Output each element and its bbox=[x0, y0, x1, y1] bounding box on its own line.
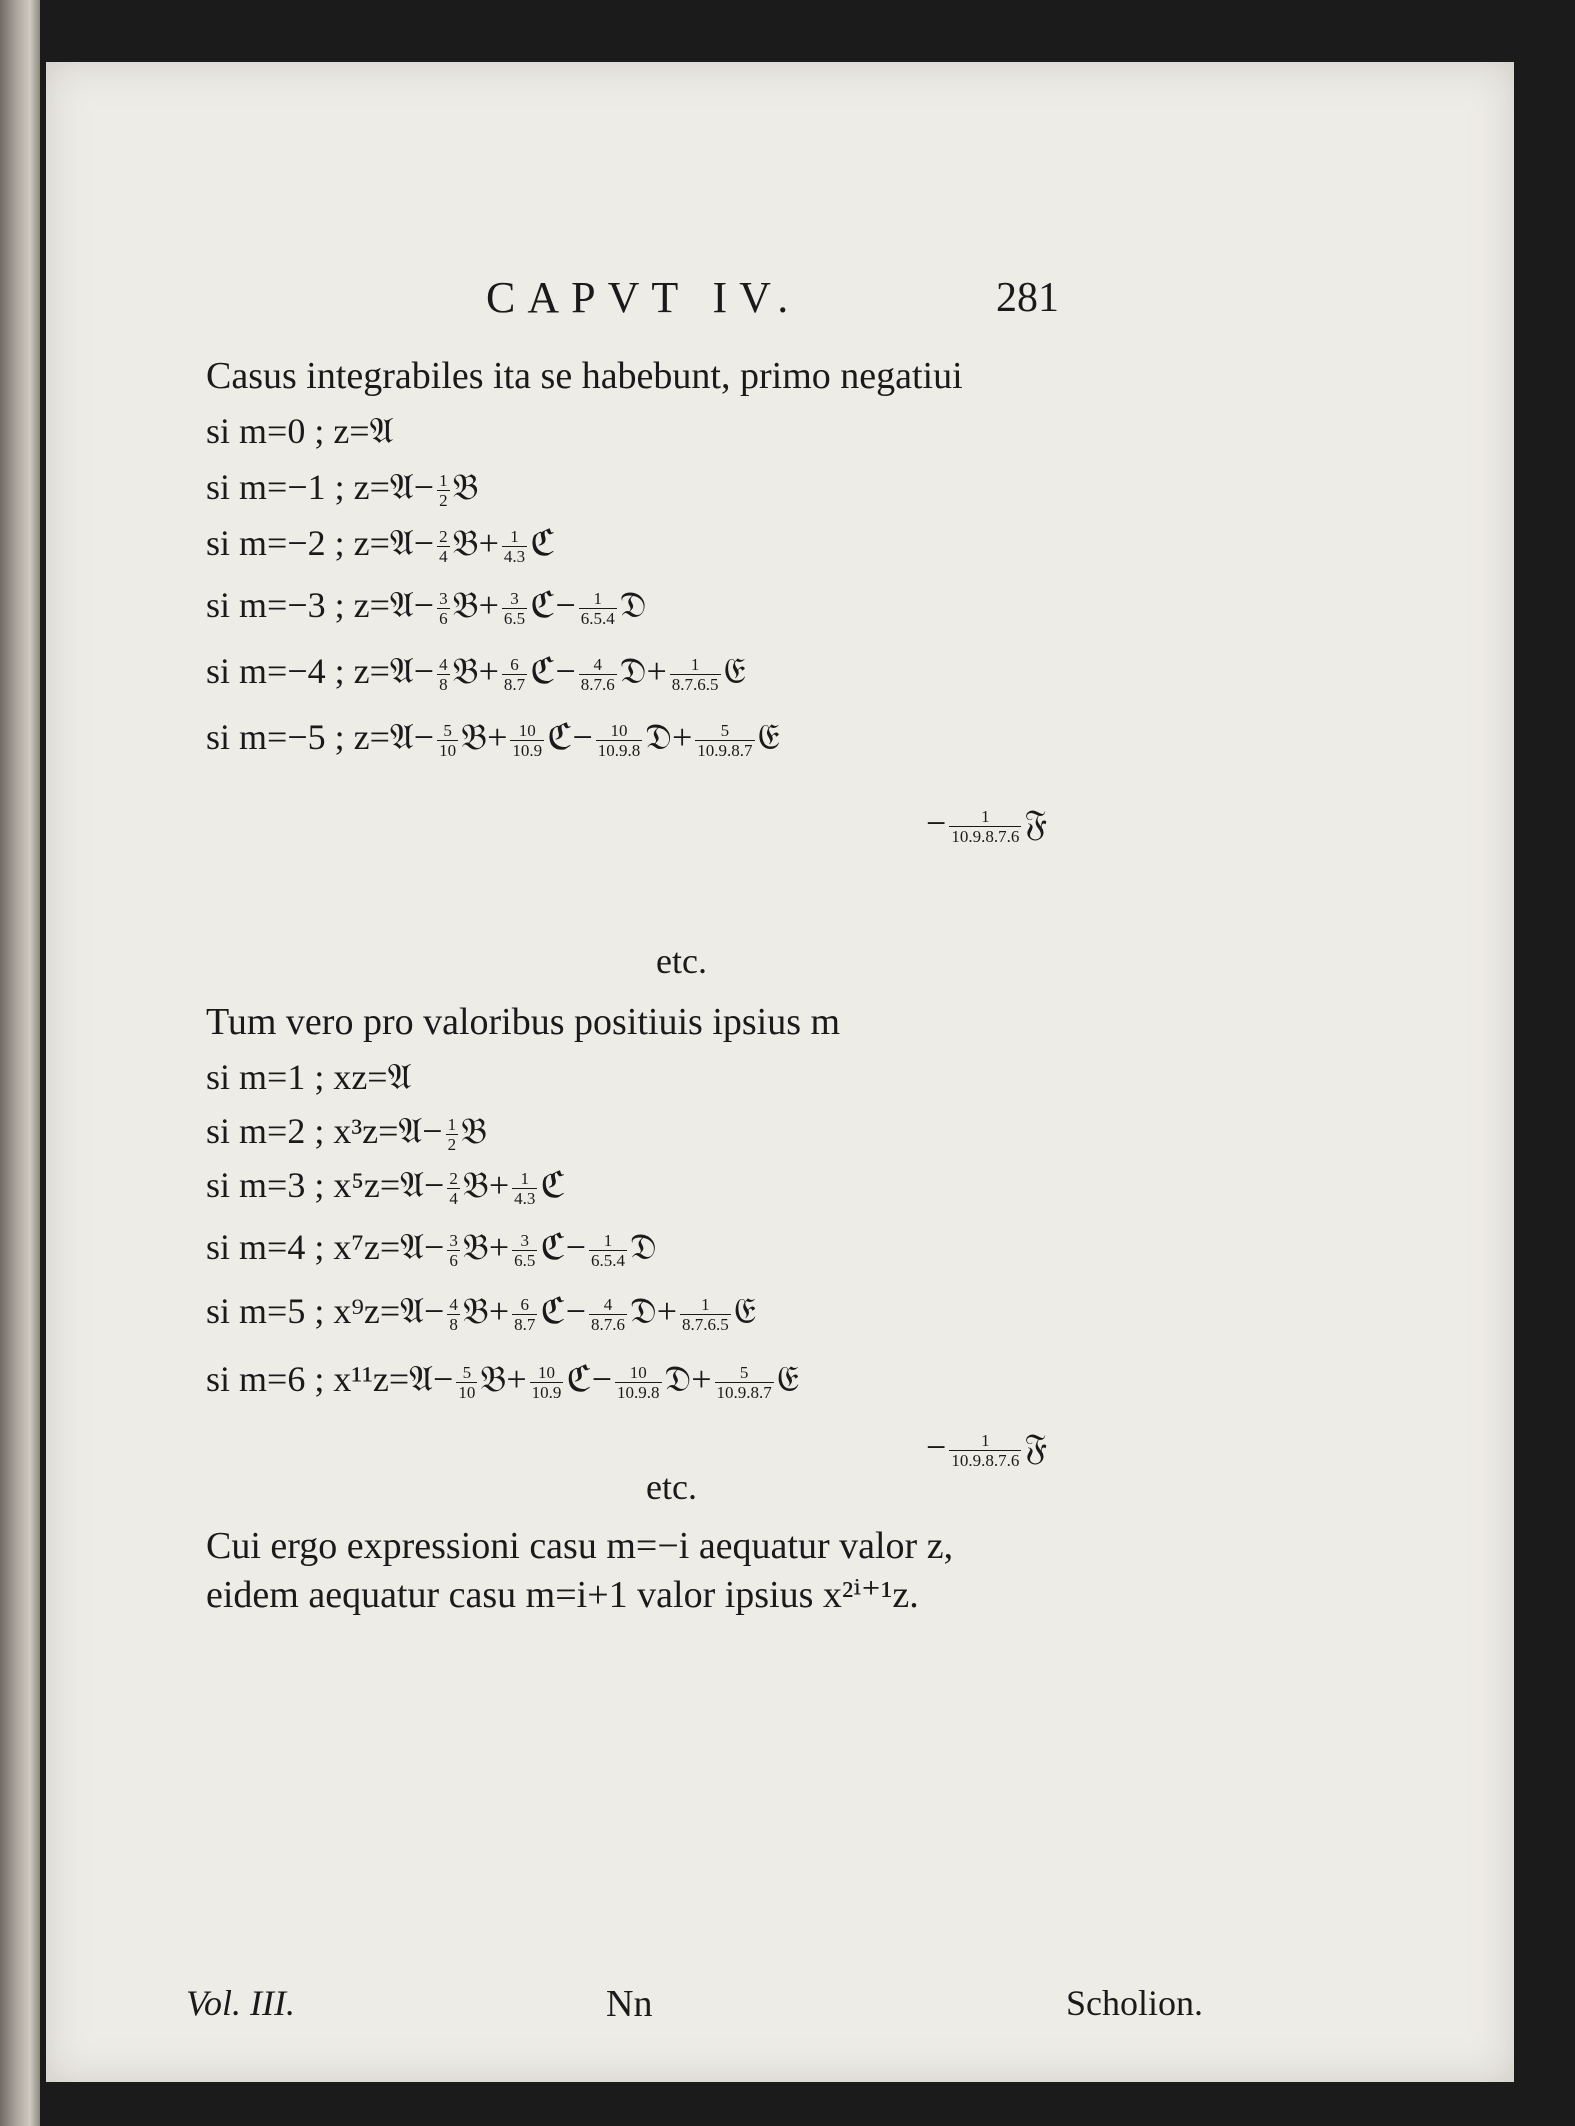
fraction-numerator: 3 bbox=[502, 589, 527, 609]
coefficient-symbol: 𝔇+ bbox=[645, 717, 693, 757]
fraction-denominator: 8.7.6.5 bbox=[682, 1315, 729, 1335]
coefficient-symbol: ℭ− bbox=[547, 717, 593, 757]
coefficient-symbol: 𝔉 bbox=[1024, 803, 1048, 843]
equation-line bbox=[206, 1110, 487, 1154]
equation-lead: − bbox=[926, 803, 947, 843]
fraction-numerator: 1 bbox=[502, 527, 527, 547]
fraction-denominator: 8.7.6 bbox=[580, 675, 615, 695]
page-number: 281 bbox=[996, 275, 1059, 321]
fraction-denominator: 8 bbox=[449, 1315, 458, 1335]
fraction bbox=[512, 1169, 537, 1208]
fraction bbox=[502, 527, 527, 566]
coefficient-symbol: ℭ− bbox=[540, 1291, 586, 1331]
fraction-denominator: 6.5.4 bbox=[580, 609, 615, 629]
fraction-denominator: 10.9.8 bbox=[597, 741, 641, 761]
fraction-denominator: 4.3 bbox=[503, 547, 526, 567]
fraction-denominator: 6 bbox=[449, 1251, 458, 1271]
fraction-numerator: 3 bbox=[512, 1231, 537, 1251]
coefficient-symbol: 𝔈 bbox=[776, 1359, 799, 1399]
coefficient-symbol: 𝔅+ bbox=[462, 1165, 510, 1205]
fraction bbox=[510, 721, 544, 760]
fraction-denominator: 10.9.8.7.6 bbox=[951, 1451, 1020, 1471]
conclusion-line-2: eidem aequatur casu m=i+1 valor ipsius x²ⁱ⁺¹z. bbox=[206, 1574, 919, 1616]
equation-lead: si m=1 ; xz=𝔄 bbox=[206, 1057, 412, 1097]
fraction-numerator: 10 bbox=[510, 721, 544, 741]
fraction-denominator: 8 bbox=[439, 675, 448, 695]
fraction-numerator: 6 bbox=[512, 1295, 537, 1315]
fraction-numerator: 1 bbox=[589, 1231, 627, 1251]
coefficient-symbol: 𝔇 bbox=[630, 1227, 657, 1267]
fraction-denominator: 10.9 bbox=[512, 741, 543, 761]
coefficient-symbol: 𝔇+ bbox=[619, 651, 667, 691]
etc-negative: etc. bbox=[656, 941, 707, 981]
coefficient-symbol: 𝔈 bbox=[733, 1291, 756, 1331]
equation-line bbox=[206, 1226, 657, 1270]
coefficient-symbol: ℭ− bbox=[530, 585, 576, 625]
fraction-denominator: 10.9.8.7.6 bbox=[951, 827, 1020, 847]
equation-lead: si m=0 ; z=𝔄 bbox=[206, 411, 394, 451]
volume-label: Vol. III. bbox=[186, 1983, 295, 2023]
catchword: Scholion. bbox=[1066, 1983, 1204, 2023]
fraction bbox=[502, 589, 527, 628]
equation-lead: si m=5 ; x⁹z=𝔄− bbox=[206, 1291, 445, 1331]
fraction bbox=[695, 721, 754, 760]
fraction-numerator: 3 bbox=[439, 589, 448, 609]
fraction bbox=[596, 721, 643, 760]
fraction bbox=[715, 1363, 774, 1402]
equation-line bbox=[206, 716, 780, 760]
equation-line bbox=[206, 1358, 799, 1402]
fraction bbox=[447, 1169, 460, 1208]
intro-positive: Tum vero pro valoribus positiuis ipsius m bbox=[206, 1001, 841, 1043]
fraction-numerator: 1 bbox=[680, 1295, 731, 1315]
page-header bbox=[46, 272, 1514, 342]
fraction-numerator: 4 bbox=[579, 655, 617, 675]
fraction-denominator: 4 bbox=[449, 1189, 458, 1209]
coefficient-symbol: 𝔅+ bbox=[461, 717, 508, 757]
fraction bbox=[949, 807, 1021, 846]
equation-line bbox=[206, 522, 555, 566]
fraction-denominator: 2 bbox=[439, 491, 448, 511]
equation-line bbox=[206, 650, 746, 694]
fraction-numerator: 2 bbox=[439, 527, 448, 547]
coefficient-symbol: ℭ bbox=[530, 523, 556, 563]
fraction-numerator: 6 bbox=[502, 655, 527, 675]
fraction-numerator: 1 bbox=[447, 1115, 457, 1135]
fraction-denominator: 8.7.6.5 bbox=[671, 675, 719, 695]
coefficient-symbol: 𝔅+ bbox=[452, 585, 499, 625]
fraction-numerator: 4 bbox=[589, 1295, 627, 1315]
coefficient-symbol: ℭ− bbox=[540, 1227, 586, 1267]
coefficient-symbol: 𝔅+ bbox=[462, 1291, 510, 1331]
signature-mark: Nn bbox=[606, 1983, 653, 2025]
coefficient-symbol: ℭ− bbox=[566, 1359, 613, 1399]
fraction bbox=[447, 1231, 460, 1270]
fraction-numerator: 5 bbox=[456, 1363, 477, 1383]
fraction-numerator: 1 bbox=[949, 807, 1021, 827]
coefficient-symbol: ℭ− bbox=[530, 651, 576, 691]
fraction bbox=[502, 655, 527, 694]
fraction bbox=[530, 1363, 564, 1402]
fraction bbox=[615, 1363, 662, 1402]
coefficient-symbol: 𝔇+ bbox=[630, 1291, 678, 1331]
equation-line bbox=[206, 584, 646, 628]
equation-lead: si m=4 ; x⁷z=𝔄− bbox=[206, 1227, 445, 1267]
fraction bbox=[456, 1363, 477, 1402]
equation-lead: − bbox=[926, 1427, 947, 1467]
fraction bbox=[437, 527, 450, 566]
fraction-numerator: 2 bbox=[449, 1169, 458, 1189]
equation-line bbox=[206, 410, 393, 453]
equation-line bbox=[206, 466, 479, 510]
coefficient-symbol: 𝔉 bbox=[1024, 1427, 1048, 1467]
equation-line bbox=[206, 1290, 756, 1334]
fraction-denominator: 6.5 bbox=[514, 1251, 536, 1271]
fraction bbox=[437, 589, 450, 628]
conclusion-line-1: Cui ergo expressioni casu m=−i aequatur valor z, bbox=[206, 1525, 954, 1567]
equation-line bbox=[926, 802, 1047, 846]
equation-lead: si m=2 ; x³z=𝔄− bbox=[206, 1111, 443, 1151]
coefficient-symbol: 𝔈 bbox=[757, 717, 780, 757]
coefficient-symbol: 𝔅+ bbox=[480, 1359, 527, 1399]
fraction-denominator: 6 bbox=[439, 609, 448, 629]
fraction-denominator: 10 bbox=[439, 741, 457, 761]
equation-line bbox=[206, 1056, 411, 1099]
fraction-denominator: 10.9.8.7 bbox=[716, 1383, 772, 1403]
coefficient-symbol: ℭ bbox=[540, 1165, 566, 1205]
fraction bbox=[512, 1231, 537, 1270]
fraction-numerator: 5 bbox=[715, 1363, 774, 1383]
equation-lead: si m=−4 ; z=𝔄− bbox=[206, 651, 435, 691]
fraction-numerator: 5 bbox=[437, 721, 458, 741]
fraction-denominator: 6.5 bbox=[503, 609, 526, 629]
fraction bbox=[447, 1295, 460, 1334]
fraction bbox=[579, 655, 617, 694]
running-title: CAPVT IV. bbox=[486, 273, 801, 322]
etc-positive: etc. bbox=[646, 1467, 697, 1507]
coefficient-symbol: 𝔅 bbox=[452, 467, 479, 507]
coefficient-symbol: 𝔅+ bbox=[452, 651, 499, 691]
fraction-numerator: 1 bbox=[670, 655, 721, 675]
fraction-numerator: 1 bbox=[579, 589, 617, 609]
fraction-denominator: 10.9.8 bbox=[617, 1383, 660, 1403]
fraction bbox=[589, 1295, 627, 1334]
book-page bbox=[46, 62, 1514, 2082]
fraction bbox=[446, 1115, 459, 1154]
fraction-denominator: 10.9.8.7 bbox=[697, 741, 753, 761]
fraction-numerator: 10 bbox=[615, 1363, 662, 1383]
fraction-denominator: 4 bbox=[439, 547, 448, 567]
fraction bbox=[437, 721, 458, 760]
fraction-denominator: 6.5.4 bbox=[591, 1251, 625, 1271]
coefficient-symbol: 𝔅 bbox=[461, 1111, 488, 1151]
fraction-numerator: 5 bbox=[695, 721, 754, 741]
fraction bbox=[680, 1295, 731, 1334]
fraction-numerator: 10 bbox=[530, 1363, 564, 1383]
equation-lead: si m=−3 ; z=𝔄− bbox=[206, 585, 435, 625]
fraction-denominator: 8.7 bbox=[514, 1315, 536, 1335]
fraction-numerator: 3 bbox=[449, 1231, 458, 1251]
equation-line bbox=[926, 1426, 1047, 1470]
page-footer bbox=[46, 1982, 1514, 2042]
fraction bbox=[589, 1231, 627, 1270]
fraction-denominator: 4.3 bbox=[514, 1189, 536, 1209]
fraction-numerator: 1 bbox=[512, 1169, 537, 1189]
fraction-denominator: 10.9 bbox=[531, 1383, 562, 1403]
coefficient-symbol: 𝔇+ bbox=[664, 1359, 712, 1399]
intro-negative: Casus integrabiles ita se habebunt, primo negatiui bbox=[206, 355, 963, 397]
fraction bbox=[949, 1431, 1021, 1470]
fraction-numerator: 1 bbox=[439, 471, 448, 491]
fraction-numerator: 4 bbox=[439, 655, 448, 675]
fraction-denominator: 8.7.6 bbox=[591, 1315, 625, 1335]
equation-line bbox=[206, 1164, 566, 1208]
fraction-numerator: 4 bbox=[449, 1295, 458, 1315]
fraction-numerator: 1 bbox=[949, 1431, 1021, 1451]
book-spine-edge bbox=[0, 0, 40, 2126]
equation-lead: si m=6 ; x¹¹z=𝔄− bbox=[206, 1359, 454, 1399]
fraction-denominator: 2 bbox=[447, 1135, 457, 1155]
fraction bbox=[579, 589, 617, 628]
equation-lead: si m=−5 ; z=𝔄− bbox=[206, 717, 435, 757]
fraction bbox=[670, 655, 721, 694]
equation-lead: si m=3 ; x⁵z=𝔄− bbox=[206, 1165, 445, 1205]
fraction-denominator: 10 bbox=[458, 1383, 476, 1403]
fraction-numerator: 10 bbox=[596, 721, 643, 741]
equation-lead: si m=−1 ; z=𝔄− bbox=[206, 467, 435, 507]
fraction-denominator: 8.7 bbox=[503, 675, 526, 695]
coefficient-symbol: 𝔅+ bbox=[452, 523, 499, 563]
fraction bbox=[437, 471, 450, 510]
equation-lead: si m=−2 ; z=𝔄− bbox=[206, 523, 435, 563]
coefficient-symbol: 𝔇 bbox=[619, 585, 647, 625]
fraction bbox=[437, 655, 450, 694]
coefficient-symbol: 𝔈 bbox=[723, 651, 746, 691]
fraction bbox=[512, 1295, 537, 1334]
coefficient-symbol: 𝔅+ bbox=[462, 1227, 510, 1267]
